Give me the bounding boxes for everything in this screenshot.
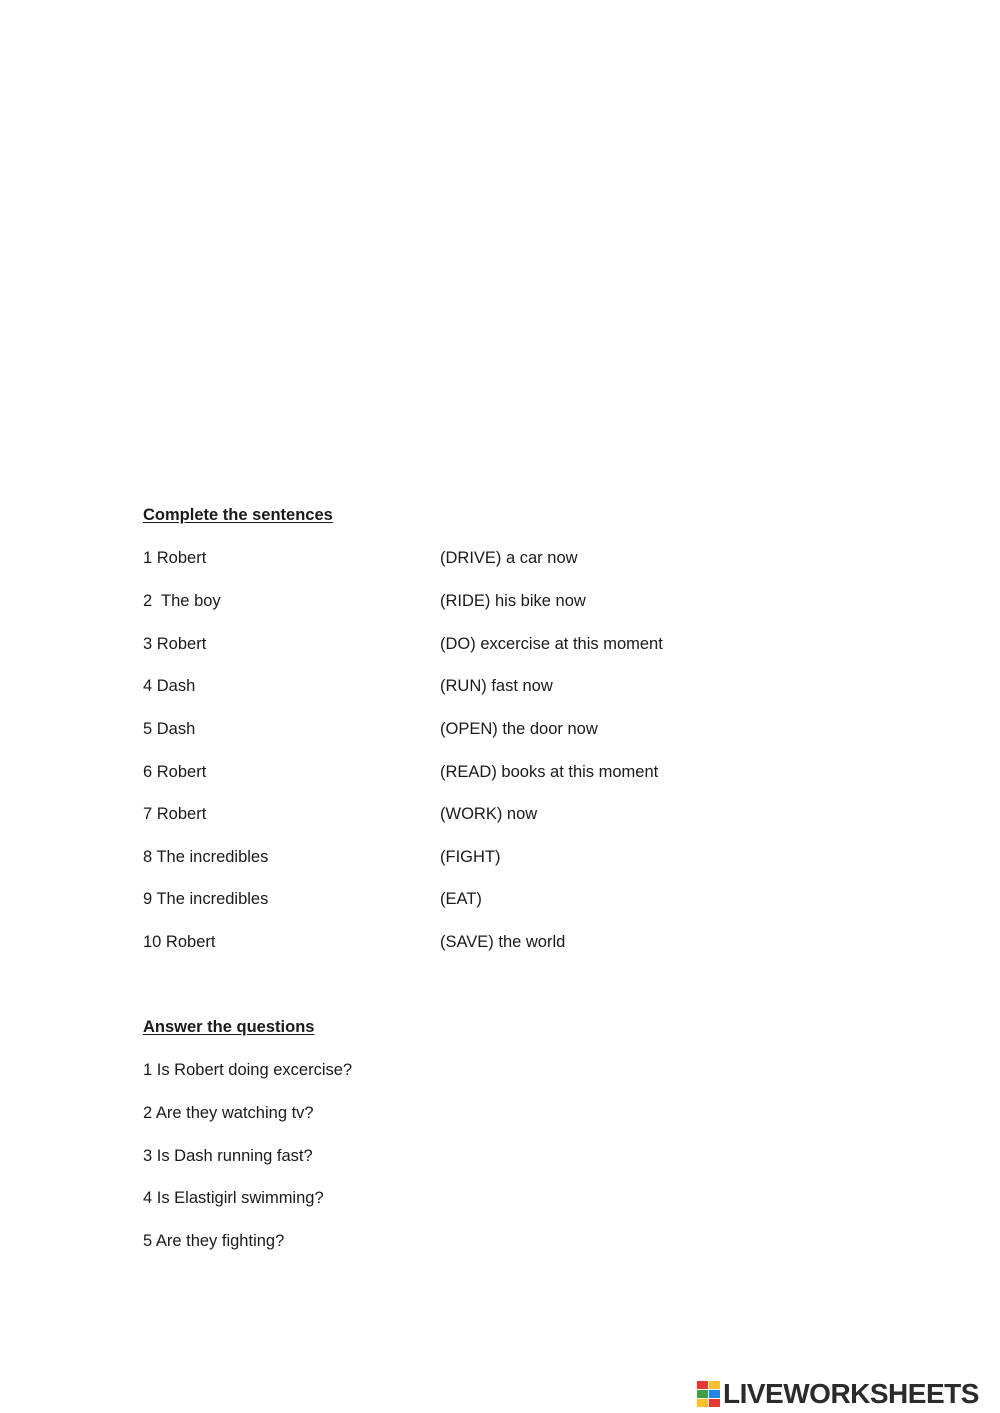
sentence-row [0,804,1000,824]
sentence-verb-prompt: (OPEN) the door now [440,720,598,738]
complete-sentences-heading: Complete the sentences [143,506,333,524]
question-item: 1 Is Robert doing excercise? [143,1061,353,1079]
sentence-verb-prompt: (SAVE) the world [440,933,566,951]
sentence-verb-prompt: (RUN) fast now [440,677,553,695]
sentence-row [0,889,1000,909]
sentence-subject: 7 Robert [143,805,207,823]
sentence-subject: 5 Dash [143,720,196,738]
answer-questions-heading: Answer the questions [143,1018,315,1036]
liveworksheets-logo-text: LIVEWORKSHEETS [723,1378,979,1409]
sentence-subject: 4 Dash [143,677,196,695]
sentence-subject: 6 Robert [143,763,207,781]
sentence-verb-prompt: (RIDE) his bike now [440,592,586,610]
sentence-verb-prompt: (WORK) now [440,805,538,823]
liveworksheets-logo-icon [697,1381,721,1407]
sentence-row [0,548,1000,568]
sentence-subject: 1 Robert [143,549,207,567]
sentence-row [0,762,1000,782]
sentence-subject: 2 The boy [143,592,221,610]
sentence-row [0,591,1000,611]
sentence-subject: 8 The incredibles [143,848,269,866]
sentence-verb-prompt: (DO) excercise at this moment [440,635,663,653]
sentence-row [0,676,1000,696]
sentence-subject: 9 The incredibles [143,890,269,908]
sentence-subject: 3 Robert [143,635,207,653]
sentence-verb-prompt: (EAT) [440,890,482,908]
question-item: 5 Are they fighting? [143,1232,285,1250]
sentence-row [0,634,1000,654]
sentence-verb-prompt: (FIGHT) [440,848,501,866]
liveworksheets-logo [697,1379,979,1409]
sentence-subject: 10 Robert [143,933,216,951]
sentence-verb-prompt: (DRIVE) a car now [440,549,578,567]
question-item: 3 Is Dash running fast? [143,1147,313,1165]
sentence-row [0,719,1000,739]
sentence-row [0,847,1000,867]
question-item: 2 Are they watching tv? [143,1104,314,1122]
question-item: 4 Is Elastigirl swimming? [143,1189,324,1207]
sentence-row [0,932,1000,952]
sentence-verb-prompt: (READ) books at this moment [440,763,659,781]
